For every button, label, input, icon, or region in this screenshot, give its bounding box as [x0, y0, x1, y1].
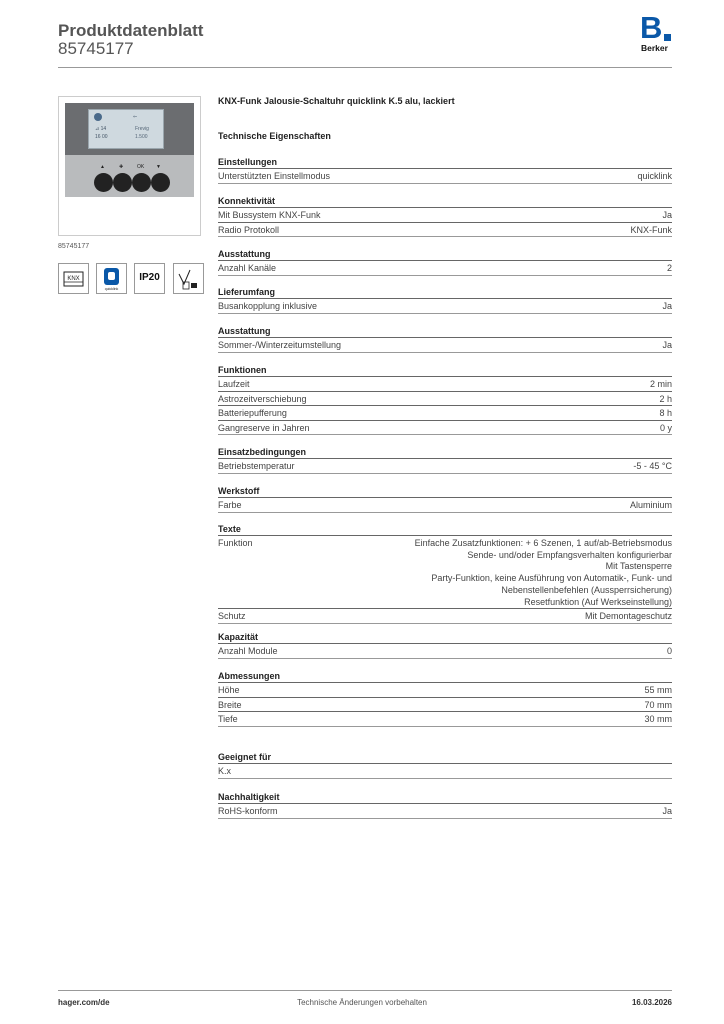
spec-label: Tiefe	[218, 714, 238, 725]
spec-value: 70 mm	[644, 699, 672, 710]
spec-value: Einfache Zusatzfunktionen: + 6 Szenen, 1 auf/ab-Betriebsmodus Sende- und/oder Empfangsverhalten konfigurierbar Mit Tastensperre Party-Funktion, keine Ausführung von Automatik-, Funk- und Nebenstellenbefehlen (Aussperrsicherung) Resetfunktion (Auf Werkseinstellung)	[414, 538, 672, 607]
spec-label: Batteriepufferung	[218, 408, 287, 419]
spec-row	[218, 207, 672, 223]
mounting-icon	[173, 263, 204, 294]
spec-value: 55 mm	[644, 685, 672, 695]
document-title: Produktdatenblatt	[58, 21, 204, 40]
spec-row	[218, 376, 672, 392]
spec-label: Höhe	[218, 685, 240, 695]
spec-row	[218, 643, 672, 659]
spec-label: Busankopplung inklusive	[218, 301, 318, 311]
display-line2: 16 00	[95, 134, 108, 140]
spec-value: 0 y	[659, 422, 672, 433]
device-display	[88, 109, 164, 149]
spec-row	[218, 697, 672, 713]
spec-value: 2	[666, 263, 672, 273]
spec-label: Astrozeitverschiebung	[218, 393, 307, 404]
display-right2: 1.500	[135, 134, 148, 140]
footer-date: 16.03.2026	[631, 998, 672, 1007]
spec-value: Ja	[662, 340, 672, 350]
logo-letter: B	[640, 10, 663, 45]
svg-text:quicklink: quicklink	[104, 287, 119, 291]
berker-logo	[640, 10, 674, 54]
group-end-divider	[218, 818, 672, 819]
knx-icon	[58, 263, 89, 294]
spec-label: Gangreserve in Jahren	[218, 422, 310, 433]
spec-label: Anzahl Kanäle	[218, 263, 277, 273]
spec-label: Unterstützten Einstellmodus	[218, 171, 331, 181]
spec-label: RoHS-konform	[218, 806, 278, 816]
spec-row	[218, 298, 672, 314]
device-button-1	[94, 173, 113, 192]
spec-label: Mit Bussystem KNX-Funk	[218, 210, 321, 220]
ip20-label: IP20	[139, 272, 160, 283]
device-button-3	[132, 173, 151, 192]
group-end-divider	[218, 778, 672, 779]
spec-label: Radio Protokoll	[218, 224, 280, 235]
spec-row	[218, 535, 672, 609]
group-title: Kapazität	[218, 632, 259, 642]
spec-row	[218, 497, 672, 513]
spec-row	[218, 682, 672, 698]
group-end-divider	[218, 183, 672, 184]
triangle-up-icon: ▲	[100, 164, 105, 170]
section-heading: Technische Eigenschaften	[218, 131, 331, 141]
spec-row	[218, 391, 672, 407]
spec-value: KNX-Funk	[630, 224, 672, 235]
group-end-divider	[218, 434, 672, 435]
spec-row	[218, 608, 672, 624]
spec-row	[218, 337, 672, 353]
group-title: Werkstoff	[218, 486, 260, 496]
group-title: Konnektivität	[218, 196, 276, 206]
display-right1: Frevig	[135, 126, 149, 132]
group-end-divider	[218, 352, 672, 353]
svg-text:KNX: KNX	[67, 276, 80, 282]
spec-value: 2 h	[659, 393, 672, 404]
spec-label: Funktion	[218, 538, 253, 548]
ip20-badge	[134, 263, 165, 294]
spec-value: Ja	[662, 301, 672, 311]
spec-row	[218, 711, 672, 727]
product-name: KNX-Funk Jalousie-Schaltuhr quicklink K.5 alu, lackiert	[218, 96, 455, 106]
group-end-divider	[218, 726, 672, 727]
spec-value: 30 mm	[644, 714, 672, 725]
spec-value: quicklink	[637, 171, 672, 181]
spec-row	[218, 803, 672, 819]
plus-icon: ✚	[119, 164, 124, 170]
spec-label: Sommer-/Winterzeitumstellung	[218, 340, 342, 350]
logo-wordmark: Berker	[641, 43, 668, 53]
footer-website: hager.com/de	[58, 998, 110, 1007]
spec-row	[218, 222, 672, 238]
spec-row	[218, 405, 672, 421]
spec-label: Anzahl Module	[218, 646, 278, 656]
product-image	[58, 96, 201, 236]
group-title: Texte	[218, 524, 241, 534]
arrow-left-icon: ⇐	[133, 114, 138, 120]
group-end-divider	[218, 473, 672, 474]
spec-value: -5 - 45 °C	[633, 461, 672, 471]
group-title: Nachhaltigkeit	[218, 792, 280, 802]
group-end-divider	[218, 658, 672, 659]
spec-label: Schutz	[218, 611, 246, 622]
display-icon	[94, 113, 102, 121]
triangle-down-icon: ▼	[156, 164, 161, 170]
group-title: Ausstattung	[218, 326, 271, 336]
spec-value: 2 min	[649, 379, 672, 389]
group-title: Lieferumfang	[218, 287, 276, 297]
spec-value: Aluminium	[629, 500, 672, 510]
spec-value: 8 h	[659, 408, 672, 419]
spec-value: Mit Demontageschutz	[584, 611, 672, 622]
group-title: Abmessungen	[218, 671, 281, 681]
group-title: Ausstattung	[218, 249, 271, 259]
spec-value: Ja	[662, 806, 672, 816]
spec-label: Breite	[218, 699, 242, 710]
spec-row	[218, 168, 672, 184]
device-button-4	[151, 173, 170, 192]
spec-row	[218, 458, 672, 474]
group-end-divider	[218, 313, 672, 314]
group-end-divider	[218, 275, 672, 276]
spec-label: K.x	[218, 766, 232, 776]
spec-value: Ja	[662, 210, 672, 220]
spec-row	[218, 260, 672, 276]
group-end-divider	[218, 236, 672, 237]
footer-divider	[58, 990, 672, 991]
spec-row	[218, 763, 672, 779]
product-number: 85745177	[58, 39, 134, 58]
group-title: Funktionen	[218, 365, 267, 375]
footer-disclaimer: Technische Änderungen vorbehalten	[297, 998, 427, 1007]
display-line1: ⊿ 14	[95, 126, 107, 132]
spec-label: Betriebstemperatur	[218, 461, 295, 471]
device-ok-label: OK	[137, 164, 145, 170]
logo-dot	[664, 34, 671, 41]
group-end-divider	[218, 623, 672, 624]
quicklink-icon	[96, 263, 127, 294]
spec-label: Farbe	[218, 500, 242, 510]
image-caption: 85745177	[58, 243, 90, 250]
spec-row	[218, 420, 672, 436]
header-divider	[58, 67, 672, 68]
spec-value: 0	[666, 646, 672, 656]
group-end-divider	[218, 512, 672, 513]
group-title: Einsatzbedingungen	[218, 447, 307, 457]
group-title: Einstellungen	[218, 157, 278, 167]
device-button-2	[113, 173, 132, 192]
group-title: Geeignet für	[218, 752, 272, 762]
spec-label: Laufzeit	[218, 379, 250, 389]
